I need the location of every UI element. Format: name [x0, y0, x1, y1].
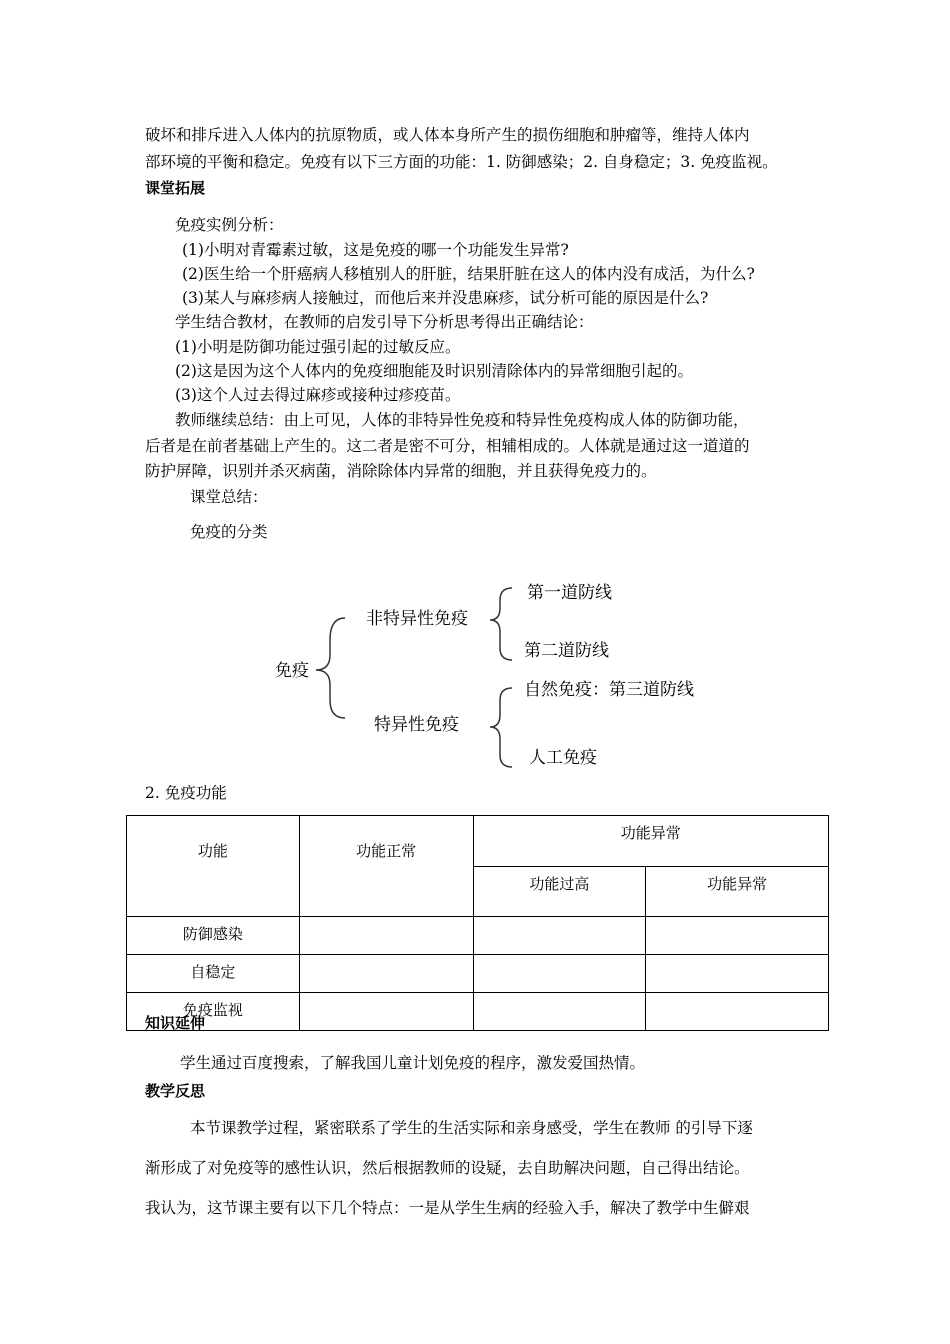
diagram-natural: 自然免疫：第三道防线	[524, 680, 694, 700]
teacher-summary-3: 防护屏障，识别并杀灭病菌，消除除体内异常的细胞，并且获得免疫力的。	[145, 462, 657, 480]
diagram-nonspecific: 非特异性免疫	[366, 609, 468, 629]
row-label-defense: 防御感染	[127, 917, 300, 955]
answer-1: (1)小明是防御功能过强引起的过敏反应。	[175, 338, 461, 356]
table-cell	[646, 955, 829, 993]
diagram-specific: 特异性免疫	[374, 715, 459, 735]
row-label-surveillance: 免疫监视	[127, 993, 300, 1031]
intro-line-2: 部环境的平衡和稳定。免疫有以下三方面的功能：1. 防御感染；2. 自身稳定；3. 免疫监视。	[145, 153, 778, 171]
teacher-summary-2: 后者是在前者基础上产生的。这二者是密不可分，相辅相成的。人体就是通过这一道道的	[145, 437, 750, 455]
question-1: (1)小明对青霉素过敏，这是免疫的哪一个功能发生异常?	[182, 241, 569, 259]
heading-knowledge-extension: 知识延伸	[145, 1014, 206, 1032]
question-2: (2)医生给一个肝癌病人移植别人的肝脏，结果肝脏在这人的体内没有成活，为什么?	[182, 265, 755, 283]
knowledge-extension-text: 学生通过百度搜索，了解我国儿童计划免疫的程序，激发爱国热情。	[180, 1054, 646, 1072]
table-cell	[299, 917, 473, 955]
header-normal: 功能正常	[299, 816, 473, 917]
table-cell	[473, 917, 646, 955]
diagram-second-line: 第二道防线	[524, 641, 609, 661]
teacher-summary-1: 教师继续总结：由上可见，人体的非特异性免疫和特异性免疫构成人体的防御功能，	[175, 411, 749, 429]
row-label-stability: 自稳定	[127, 955, 300, 993]
lower-brace	[490, 688, 512, 767]
heading-classroom-extension: 课堂拓展	[145, 179, 206, 197]
table-cell	[299, 993, 473, 1031]
student-lead: 学生结合教材，在教师的启发引导下分析思考得出正确结论：	[175, 313, 594, 331]
table-cell	[646, 917, 829, 955]
answer-2: (2)这是因为这个人体内的免疫细胞能及时识别清除体内的异常细胞引起的。	[175, 362, 693, 380]
intro-line-1: 破坏和排斥进入人体内的抗原物质，或人体本身所产生的损伤细胞和肿瘤等，维持人体内	[145, 126, 750, 144]
classification-title: 免疫的分类	[190, 523, 268, 541]
table-cell	[299, 955, 473, 993]
header-abnormal: 功能异常	[473, 816, 829, 867]
upper-brace	[490, 588, 512, 660]
function-table-title: 2. 免疫功能	[145, 784, 227, 802]
diagram-artificial: 人工免疫	[529, 748, 597, 768]
diagram-root: 免疫	[275, 661, 309, 681]
header-function: 功能	[127, 816, 300, 917]
reflection-line-1: 本节课教学过程，紧密联系了学生的生活实际和亲身感受，学生在教师 的引导下逐	[190, 1119, 753, 1137]
subheader-high: 功能过高	[473, 866, 646, 917]
main-brace	[316, 618, 345, 718]
table-cell	[473, 993, 646, 1031]
subheader-abnormal: 功能异常	[646, 866, 829, 917]
class-summary: 课堂总结：	[190, 488, 268, 506]
diagram-first-line: 第一道防线	[527, 583, 612, 603]
heading-teaching-reflection: 教学反思	[145, 1082, 206, 1100]
table-cell	[473, 955, 646, 993]
question-3: (3)某人与麻疹病人接触过，而他后来并没患麻疹，试分析可能的原因是什么?	[182, 289, 709, 307]
analysis-title: 免疫实例分析：	[175, 216, 284, 234]
answer-3: (3)这个人过去得过麻疹或接种过疹疫苗。	[175, 386, 461, 404]
function-table	[126, 815, 829, 1031]
reflection-line-3: 我认为，这节课主要有以下几个特点：一是从学生生病的经验入手，解决了教学中生僻艰	[145, 1199, 750, 1217]
table-cell	[646, 993, 829, 1031]
reflection-line-2: 渐形成了对免疫等的感性认识，然后根据教师的设疑，去自助解决问题，自己得出结论。	[145, 1159, 750, 1177]
